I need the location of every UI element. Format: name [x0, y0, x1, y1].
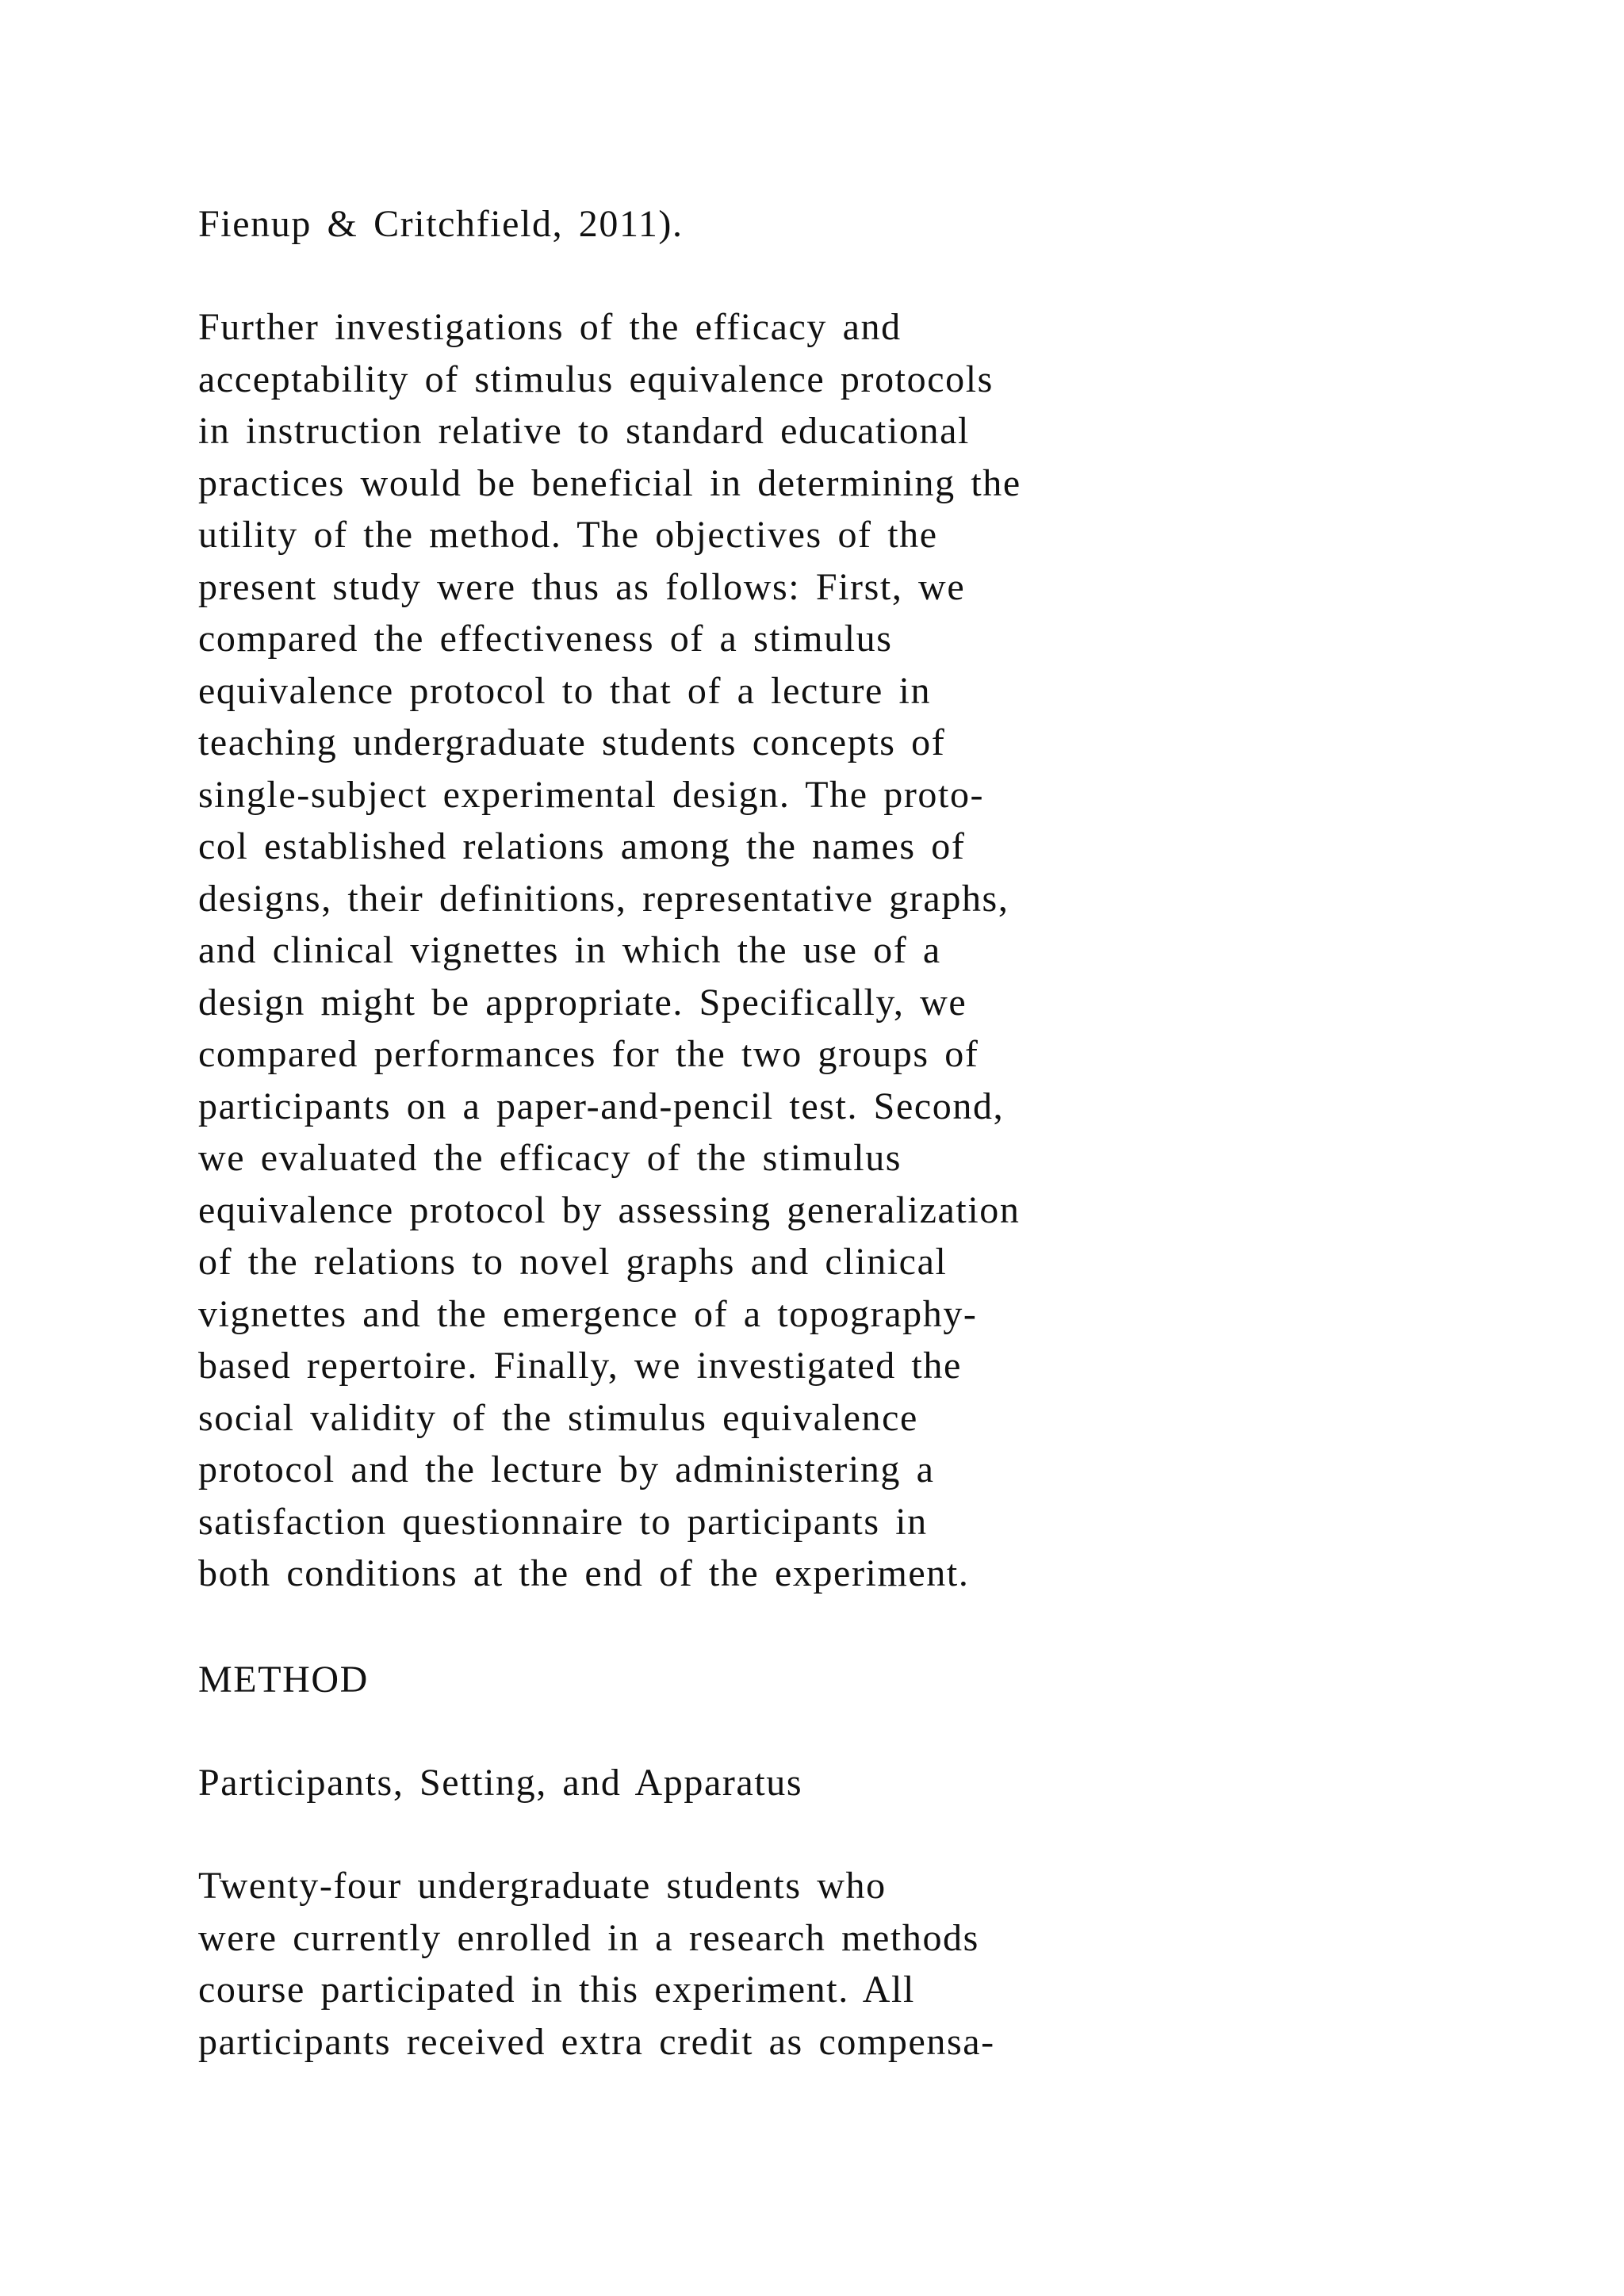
text-line: participants on a paper-and-pencil test. Second,: [198, 1085, 1005, 1127]
text-line: equivalence protocol by assessing generalization: [198, 1188, 1021, 1231]
text-line: in instruction relative to standard educational: [198, 410, 970, 452]
text-line: both conditions at the end of the experiment.: [198, 1552, 970, 1594]
text-line: and clinical vignettes in which the use of a: [198, 929, 941, 971]
text-line: single-subject experimental design. The proto-: [198, 773, 985, 816]
text-line: present study were thus as follows: First, we: [198, 565, 966, 608]
text-line: utility of the method. The objectives of the: [198, 514, 938, 556]
text-line: satisfaction questionnaire to participants in: [198, 1500, 928, 1543]
text-line: Twenty-four undergraduate students who: [198, 1865, 887, 1907]
text-line: were currently enrolled in a research methods: [198, 1916, 979, 1959]
text-line: vignettes and the emergence of a topography-: [198, 1292, 978, 1335]
text-line: of the relations to novel graphs and clinical: [198, 1241, 948, 1283]
text-line: course participated in this experiment. All: [198, 1969, 915, 2011]
text-line: social validity of the stimulus equivalence: [198, 1396, 918, 1439]
text-line: Fienup & Critchfield, 2011).: [198, 203, 684, 245]
text-line: based repertoire. Finally, we investigated the: [198, 1345, 962, 1387]
text-line: compared performances for the two groups of: [198, 1033, 979, 1075]
text-line: we evaluated the efficacy of the stimulus: [198, 1137, 902, 1179]
text-line: practices would be beneficial in determining the: [198, 461, 1021, 504]
text-line: designs, their definitions, representative graphs,: [198, 877, 1009, 920]
text-line: col established relations among the names of: [198, 825, 966, 867]
text-line: protocol and the lecture by administering a: [198, 1448, 935, 1490]
paragraph-citation-end: [198, 198, 1467, 251]
text-line: equivalence protocol to that of a lecture in: [198, 669, 932, 712]
text-line: participants received extra credit as compensa-: [198, 2020, 995, 2063]
text-line: compared the effectiveness of a stimulus: [198, 618, 893, 660]
text-line: design might be appropriate. Specifically, we: [198, 981, 967, 1024]
section-heading-method: METHOD: [198, 1659, 369, 1701]
paragraph-study-objectives: [198, 301, 1467, 1600]
text-line: acceptability of stimulus equivalence protocols: [198, 358, 994, 400]
paragraph-participants: [198, 1860, 1467, 2068]
text-line: teaching undergraduate students concepts of: [198, 721, 946, 763]
text-line: Further investigations of the efficacy and: [198, 306, 902, 348]
subsection-heading-participants: Participants, Setting, and Apparatus: [198, 1762, 803, 1804]
